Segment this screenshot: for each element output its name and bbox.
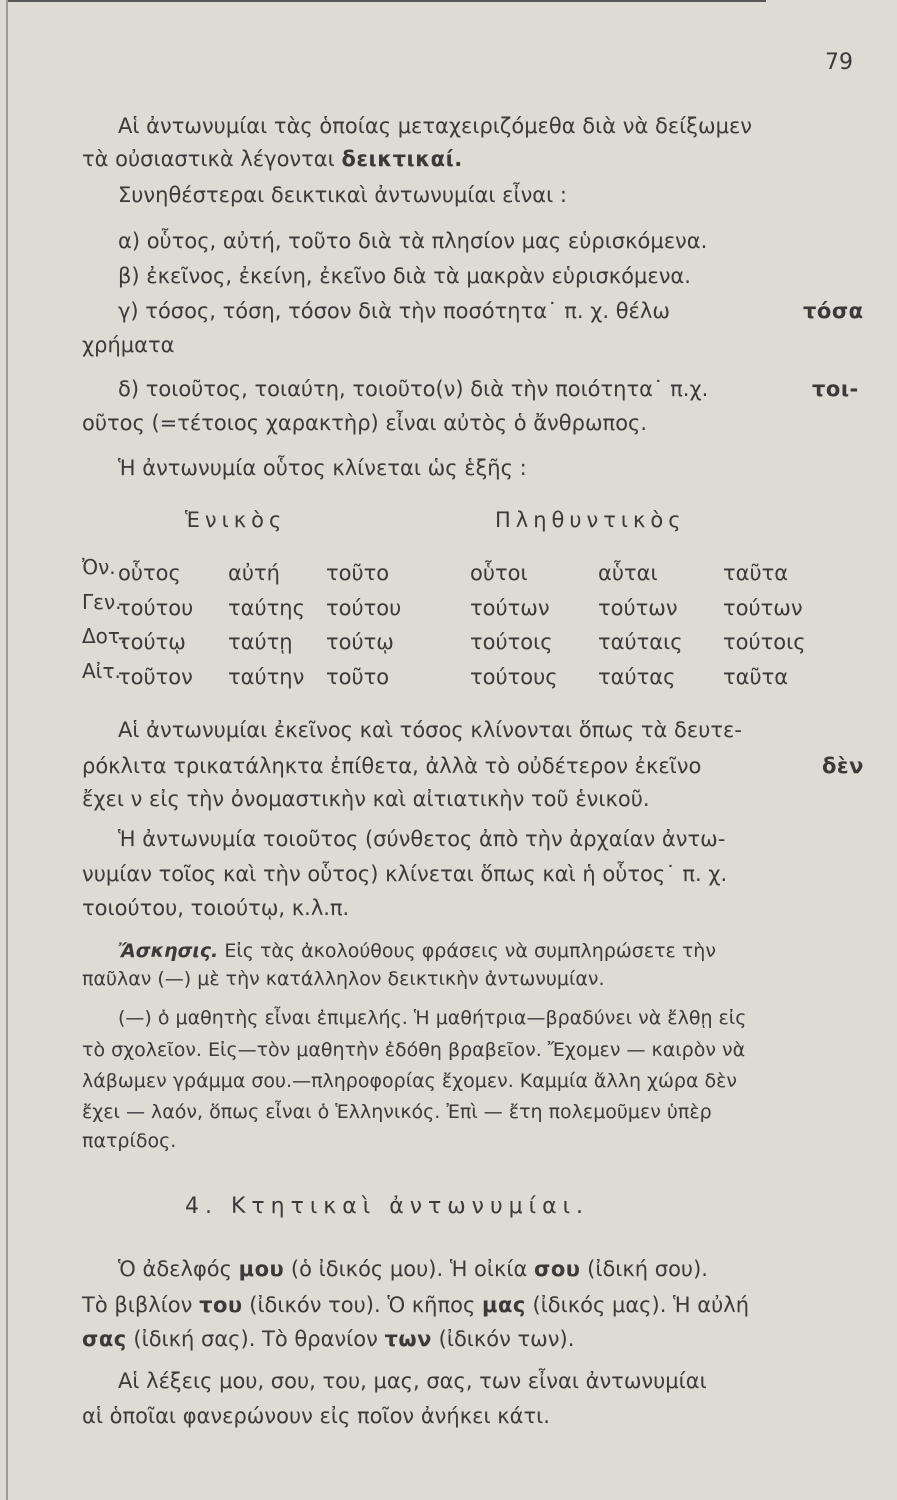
item-b: β) ἐκεῖνος, ἐκείνη, ἐκεῖνο διὰ τὰ μακρὰν εὑρισκόμενα. <box>118 264 691 288</box>
table-cell: τούτους <box>470 665 558 689</box>
item-c-line-2: χρήματα <box>82 333 175 357</box>
section-line-3 <box>82 1326 574 1352</box>
exercise-label: Ἄσκησις. <box>118 940 219 962</box>
table-cell: ταῦτα <box>723 665 789 689</box>
exercise-line-5: λάβωμεν γράμμα σου.—πληροφορίας ἔχομεν. Καμμία ἄλλη χώρα δὲν <box>82 1070 738 1092</box>
text: (ἰδική σου). <box>580 1257 708 1281</box>
term-den: δὲν <box>822 754 864 778</box>
exercise-line-3: (—) ὁ μαθητὴς εἶναι ἐπιμελής. Ἡ μαθήτρια—βραδύνει νὰ ἔλθῃ εἰς <box>118 1007 747 1029</box>
text: (ἰδική σας). Τὸ θρανίον <box>126 1327 385 1351</box>
term-toi: τοι- <box>812 377 859 401</box>
table-cell: τούτου <box>326 596 402 620</box>
text: (ἰδικός μας). Ἡ αὐλή <box>525 1293 750 1317</box>
table-cell: τούτῳ <box>326 630 394 654</box>
table-cell: τούτοις <box>723 630 806 654</box>
note-1-line-2-text: ρόκλιτα τρικατάληκτα ἐπίθετα, ἀλλὰ τὸ οὐδέτερον ἐκεῖνο <box>82 754 702 778</box>
table-cell: τοῦτο <box>326 665 390 689</box>
exercise-line-2: παῦλαν (—) μὲ τὴν κατάλληλον δεικτικὴν ἀντωνυμίαν. <box>82 968 605 990</box>
intro-line-3: Συνηθέστεραι δεικτικαὶ ἀντωνυμίαι εἶναι : <box>118 183 568 207</box>
exercise-line-4: τὸ σχολεῖον. Εἰς—τὸν μαθητὴν ἐδόθη βραβεῖον. Ἔχομεν — καιρὸν νὰ <box>82 1039 746 1061</box>
table-cell: ταύτας <box>598 665 676 689</box>
left-border <box>6 0 8 1500</box>
table-cell: τούτῳ <box>118 630 186 654</box>
text: (ἰδικόν του). Ὁ κῆπος <box>242 1293 482 1317</box>
case-label: Αἰτ. <box>82 659 121 683</box>
header-singular: Ἑνικὸς <box>185 508 287 532</box>
table-cell: οὗτοι <box>470 561 528 585</box>
text: Ὁ ἀδελφός <box>118 1257 239 1281</box>
table-cell: ταύτην <box>228 665 305 689</box>
exercise-line-6: ἔχει — λαόν, ὅπως εἶναι ὁ Ἑλληνικός. Ἐπὶ — ἔτη πολεμοῦμεν ὑπὲρ <box>82 1101 712 1123</box>
exercise-line-1 <box>118 938 716 964</box>
text: (ἰδικόν των). <box>431 1327 575 1351</box>
term-deiktikai: δεικτικαί. <box>341 147 463 171</box>
term-tosa: τόσα <box>803 299 864 323</box>
table-cell: τούτου <box>118 596 194 620</box>
term-tou: του <box>199 1293 243 1317</box>
text: (ὁ ἰδικός μου). Ἡ οἰκία <box>284 1257 534 1281</box>
table-cell: τούτων <box>470 596 550 620</box>
note-2-line-2: νυμίαν τοῖος καὶ τὴν οὗτος) κλίνεται ὅπως καὶ ἡ οὗτος˙ π. χ. <box>82 862 728 886</box>
note-1-line-1: Αἱ ἀντωνυμίαι ἐκεῖνος καὶ τόσος κλίνονται ὅπως τὰ δευτε- <box>118 718 742 742</box>
table-cell: τούτων <box>723 596 803 620</box>
exercise-instruction: Εἰς τὰς ἀκολούθους φράσεις νὰ συμπληρώσετε τὴν <box>218 940 716 962</box>
section-line-5: αἱ ὁποῖαι φανερώνουν εἰς ποῖον ἀνήκει κάτι. <box>82 1404 550 1428</box>
table-cell: αὐτή <box>228 561 280 585</box>
text: Τὸ βιβλίον <box>82 1293 200 1317</box>
table-cell: ταῦτα <box>723 561 789 585</box>
declension-intro: Ἡ ἀντωνυμία οὗτος κλίνεται ὡς ἑξῆς : <box>118 456 527 480</box>
table-cell: τοῦτο <box>326 561 390 585</box>
note-1-line-2 <box>82 753 701 779</box>
section-heading: 4. Κτητικαὶ ἀντωνυμίαι. <box>185 1194 590 1219</box>
item-c-text: γ) τόσος, τόση, τόσον διὰ τὴν ποσότητα˙ π. χ. θέλω <box>118 299 670 323</box>
header-plural: Πληθυντικὸς <box>495 508 686 532</box>
term-mou: μου <box>238 1257 285 1281</box>
term-mas: μας <box>482 1293 526 1317</box>
note-2-line-1: Ἡ ἀντωνυμία τοιοῦτος (σύνθετος ἀπὸ τὴν ἀρχαίαν ἀντω- <box>118 827 726 851</box>
note-1-line-3: ἔχει ν εἰς τὴν ὀνομαστικὴν καὶ αἰτιατικὴν τοῦ ἑνικοῦ. <box>82 787 650 811</box>
table-cell: ταύταις <box>598 630 683 654</box>
table-cell: τούτων <box>598 596 678 620</box>
table-cell: οὗτος <box>118 561 181 585</box>
term-sou: σου <box>534 1257 581 1281</box>
table-cell: ταύτης <box>228 596 305 620</box>
table-cell: ταύτῃ <box>228 630 293 654</box>
table-cell: τοῦτον <box>118 665 193 689</box>
table-cell: τούτοις <box>470 630 553 654</box>
top-border <box>6 0 766 2</box>
term-sas: σας <box>82 1327 127 1351</box>
case-label: Δοτ. <box>82 624 127 648</box>
section-line-4: Αἱ λέξεις μου, σου, του, μας, σας, των εἶναι ἀντωνυμίαι <box>118 1369 707 1393</box>
item-d-line-1: δ) τοιοῦτος, τοιαύτη, τοιοῦτο(ν) διὰ τὴν ποιότητα˙ π.χ. <box>118 377 709 401</box>
exercise-line-7: πατρίδος. <box>82 1130 177 1152</box>
section-line-2 <box>82 1292 749 1318</box>
intro-line-2-text: τὰ οὐσιαστικὰ λέγονται <box>82 147 342 171</box>
term-ton: των <box>384 1327 432 1351</box>
item-d-line-2: οῦτος (=τέτοιος χαρακτὴρ) εἶναι αὐτὸς ὁ ἄνθρωπος. <box>82 411 648 435</box>
item-a: α) οὗτος, αὐτή, τοῦτο διὰ τὰ πλησίον μας εὑρισκόμενα. <box>118 229 708 253</box>
table-cell: αὗται <box>598 561 658 585</box>
page-number: 79 <box>825 50 853 75</box>
case-label: Γεν. <box>82 590 122 614</box>
note-2-line-3: τοιούτου, τοιούτῳ, κ.λ.π. <box>82 896 350 920</box>
intro-line-1: Αἱ ἀντωνυμίαι τὰς ὁποίας μεταχειριζόμεθα διὰ νὰ δείξωμεν <box>118 114 753 138</box>
section-line-1 <box>118 1256 708 1282</box>
case-label: Ὀν. <box>82 555 116 579</box>
item-c-line-1 <box>118 298 670 324</box>
intro-line-2 <box>82 146 463 172</box>
